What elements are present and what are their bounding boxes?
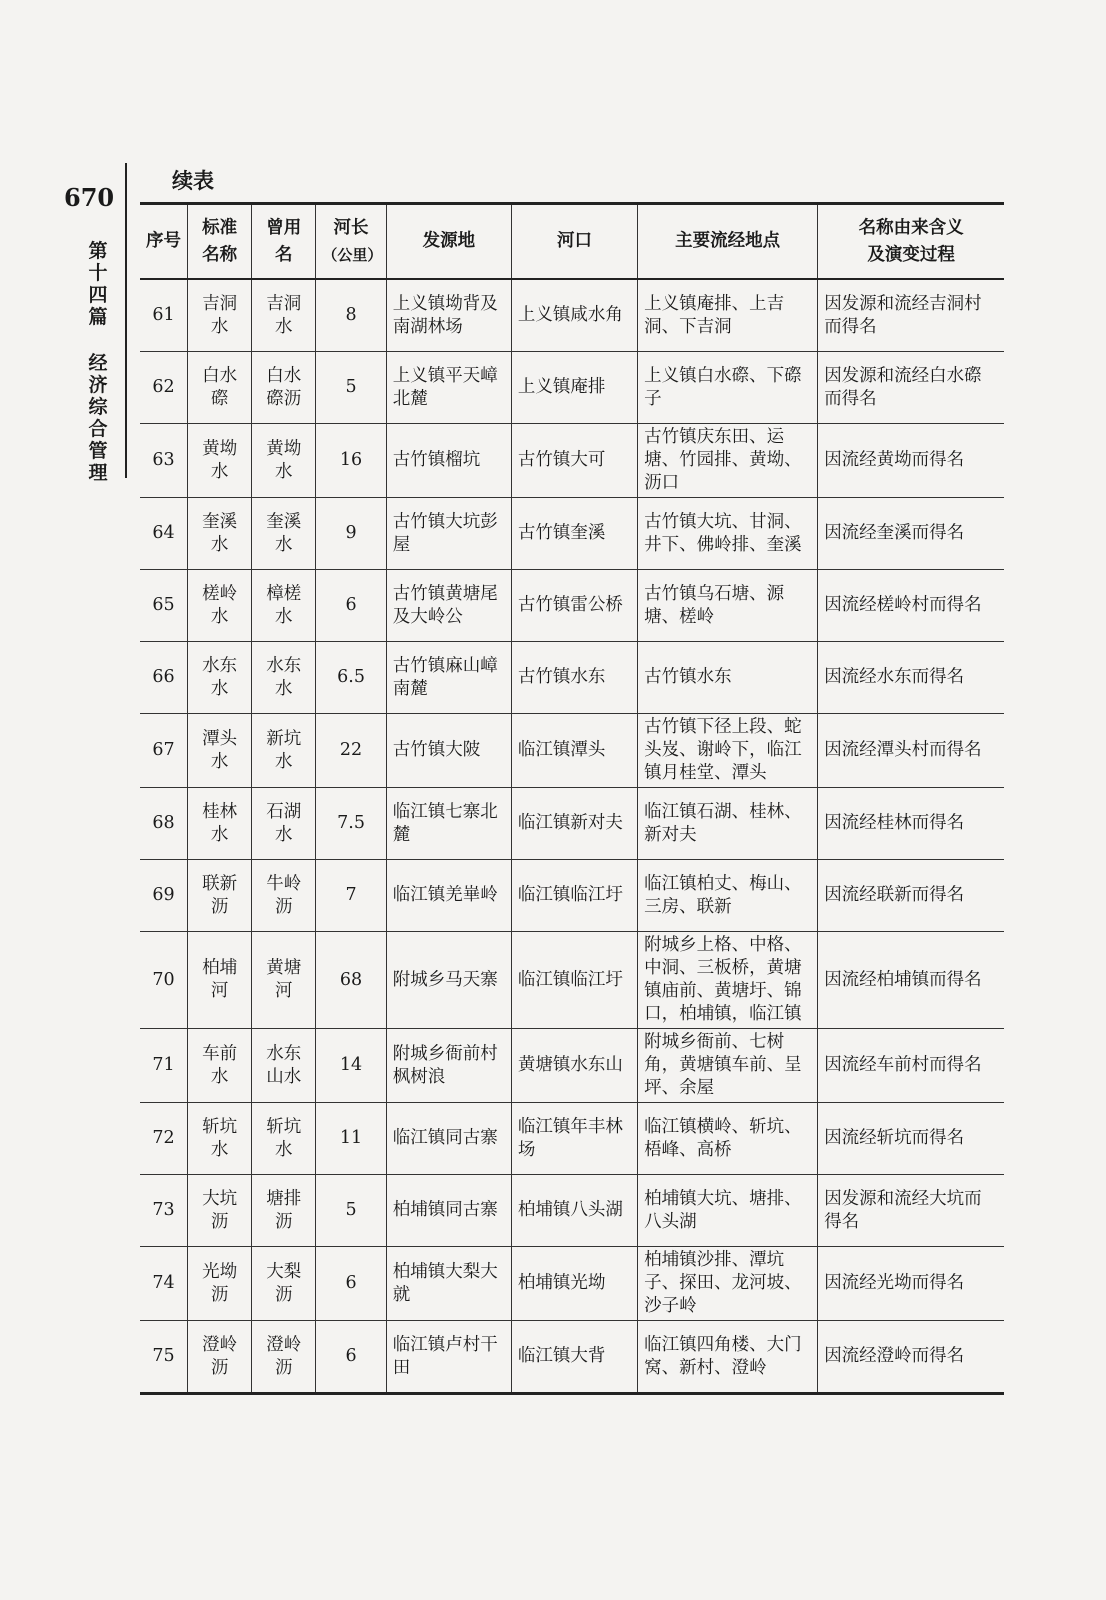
- rivers-table: [140, 202, 1004, 1395]
- table-row: [140, 570, 1004, 642]
- table-body: [140, 279, 1004, 1394]
- standard-name-cell: 联新沥: [188, 860, 252, 932]
- header-source: 发源地: [386, 204, 511, 280]
- river-length-cell: 5: [316, 1175, 386, 1247]
- source-location-cell: 临江镇羌崋岭: [386, 860, 511, 932]
- section-title: [86, 240, 110, 484]
- standard-name-cell: 车前水: [188, 1029, 252, 1103]
- table-row: [140, 642, 1004, 714]
- former-name-cell: 黄塘河: [252, 932, 316, 1029]
- table-row: [140, 498, 1004, 570]
- row-number-cell: 72: [140, 1103, 188, 1175]
- page-number: 670: [64, 183, 115, 212]
- river-length-cell: 68: [316, 932, 386, 1029]
- source-location-cell: 柏埔镇大梨大就: [386, 1247, 511, 1321]
- table-row: [140, 932, 1004, 1029]
- source-location-cell: 上义镇坳背及南湖林场: [386, 279, 511, 352]
- header-path: 主要流经地点: [638, 204, 818, 280]
- header-row: [140, 204, 1004, 280]
- river-mouth-cell: 临江镇潭头: [511, 714, 637, 788]
- name-origin-cell: 因流经黄坳而得名: [818, 424, 1004, 498]
- source-location-cell: 临江镇卢村干田: [386, 1321, 511, 1394]
- former-name-cell: 斩坑水: [252, 1103, 316, 1175]
- header-former: 曾用名: [252, 204, 316, 280]
- table-row: [140, 714, 1004, 788]
- river-mouth-cell: 黄塘镇水东山: [511, 1029, 637, 1103]
- header-origin: 名称由来含义 及演变过程: [818, 204, 1004, 280]
- standard-name-cell: 柏埔河: [188, 932, 252, 1029]
- margin-rule: [125, 163, 127, 478]
- former-name-cell: 水东山水: [252, 1029, 316, 1103]
- river-mouth-cell: 上义镇咸水角: [511, 279, 637, 352]
- standard-name-cell: 斩坑水: [188, 1103, 252, 1175]
- river-length-cell: 5: [316, 352, 386, 424]
- former-name-cell: 牛岭沥: [252, 860, 316, 932]
- standard-name-cell: 桂林水: [188, 788, 252, 860]
- standard-name-cell: 黄坳水: [188, 424, 252, 498]
- table-row: [140, 424, 1004, 498]
- row-number-cell: 69: [140, 860, 188, 932]
- river-length-cell: 16: [316, 424, 386, 498]
- row-number-cell: 70: [140, 932, 188, 1029]
- standard-name-cell: 潭头水: [188, 714, 252, 788]
- row-number-cell: 68: [140, 788, 188, 860]
- former-name-cell: 石湖水: [252, 788, 316, 860]
- section-name: 经济综合管理: [88, 352, 108, 484]
- standard-name-cell: 吉洞水: [188, 279, 252, 352]
- source-location-cell: 上义镇平天嶂北麓: [386, 352, 511, 424]
- name-origin-cell: 因流经柏埔镇而得名: [818, 932, 1004, 1029]
- river-mouth-cell: 上义镇庵排: [511, 352, 637, 424]
- header-mouth: 河口: [511, 204, 637, 280]
- table-row: [140, 860, 1004, 932]
- river-length-cell: 6.5: [316, 642, 386, 714]
- river-mouth-cell: 古竹镇水东: [511, 642, 637, 714]
- source-location-cell: 古竹镇黄塘尾及大岭公: [386, 570, 511, 642]
- river-mouth-cell: 古竹镇奎溪: [511, 498, 637, 570]
- header-length: 河长 （公里）: [316, 204, 386, 280]
- row-number-cell: 71: [140, 1029, 188, 1103]
- river-length-cell: 11: [316, 1103, 386, 1175]
- main-path-cell: 古竹镇大坑、甘洞、井下、佛岭排、奎溪: [638, 498, 818, 570]
- standard-name-cell: 槎岭水: [188, 570, 252, 642]
- river-mouth-cell: 临江镇大背: [511, 1321, 637, 1394]
- source-location-cell: 附城乡马天寨: [386, 932, 511, 1029]
- name-origin-cell: 因流经桂林而得名: [818, 788, 1004, 860]
- main-path-cell: 柏埔镇大坑、塘排、八头湖: [638, 1175, 818, 1247]
- former-name-cell: 樟槎水: [252, 570, 316, 642]
- row-number-cell: 62: [140, 352, 188, 424]
- source-location-cell: 古竹镇大陂: [386, 714, 511, 788]
- standard-name-cell: 光坳沥: [188, 1247, 252, 1321]
- row-number-cell: 75: [140, 1321, 188, 1394]
- table-row: [140, 1029, 1004, 1103]
- main-path-cell: 上义镇白水磜、下磜子: [638, 352, 818, 424]
- river-length-cell: 6: [316, 1321, 386, 1394]
- table-row: [140, 788, 1004, 860]
- table-caption: 续表: [172, 168, 214, 193]
- main-path-cell: 临江镇横岭、斩坑、梧峰、高桥: [638, 1103, 818, 1175]
- river-mouth-cell: 古竹镇大可: [511, 424, 637, 498]
- table-row: [140, 1321, 1004, 1394]
- row-number-cell: 61: [140, 279, 188, 352]
- main-path-cell: 附城乡上格、中格、中洞、三板桥，黄塘镇庙前、黄塘圩、锦口，柏埔镇，临江镇: [638, 932, 818, 1029]
- river-mouth-cell: 临江镇新对夫: [511, 788, 637, 860]
- former-name-cell: 水东水: [252, 642, 316, 714]
- name-origin-cell: 因流经联新而得名: [818, 860, 1004, 932]
- former-name-cell: 澄岭沥: [252, 1321, 316, 1394]
- river-length-cell: 22: [316, 714, 386, 788]
- source-location-cell: 临江镇同古寨: [386, 1103, 511, 1175]
- row-number-cell: 74: [140, 1247, 188, 1321]
- name-origin-cell: 因流经水东而得名: [818, 642, 1004, 714]
- river-mouth-cell: 古竹镇雷公桥: [511, 570, 637, 642]
- source-location-cell: 附城乡衙前村枫树浪: [386, 1029, 511, 1103]
- main-path-cell: 古竹镇下径上段、蛇头岌、谢岭下，临江镇月桂堂、潭头: [638, 714, 818, 788]
- source-location-cell: 古竹镇榴坑: [386, 424, 511, 498]
- row-number-cell: 73: [140, 1175, 188, 1247]
- standard-name-cell: 水东水: [188, 642, 252, 714]
- name-origin-cell: 因流经光坳而得名: [818, 1247, 1004, 1321]
- source-location-cell: 柏埔镇同古寨: [386, 1175, 511, 1247]
- river-mouth-cell: 临江镇临江圩: [511, 932, 637, 1029]
- main-path-cell: 附城乡衙前、七树角，黄塘镇车前、呈坪、余屋: [638, 1029, 818, 1103]
- river-length-cell: 8: [316, 279, 386, 352]
- main-path-cell: 临江镇柏丈、梅山、三房、联新: [638, 860, 818, 932]
- river-length-cell: 7: [316, 860, 386, 932]
- table-row: [140, 1247, 1004, 1321]
- row-number-cell: 63: [140, 424, 188, 498]
- main-path-cell: 古竹镇庆东田、运塘、竹园排、黄坳、沥口: [638, 424, 818, 498]
- former-name-cell: 塘排沥: [252, 1175, 316, 1247]
- main-path-cell: 上义镇庵排、上吉洞、下吉洞: [638, 279, 818, 352]
- source-location-cell: 临江镇七寨北麓: [386, 788, 511, 860]
- name-origin-cell: 因发源和流经白水磜而得名: [818, 352, 1004, 424]
- standard-name-cell: 大坑沥: [188, 1175, 252, 1247]
- table-header: [140, 204, 1004, 280]
- main-path-cell: 古竹镇乌石塘、源塘、槎岭: [638, 570, 818, 642]
- main-path-cell: 古竹镇水东: [638, 642, 818, 714]
- river-length-cell: 14: [316, 1029, 386, 1103]
- river-mouth-cell: 临江镇临江圩: [511, 860, 637, 932]
- former-name-cell: 白水磜沥: [252, 352, 316, 424]
- table-row: [140, 1175, 1004, 1247]
- river-mouth-cell: 临江镇年丰林场: [511, 1103, 637, 1175]
- former-name-cell: 奎溪水: [252, 498, 316, 570]
- table-row: [140, 352, 1004, 424]
- name-origin-cell: 因流经潭头村而得名: [818, 714, 1004, 788]
- name-origin-cell: 因发源和流经吉洞村而得名: [818, 279, 1004, 352]
- row-number-cell: 64: [140, 498, 188, 570]
- river-length-cell: 6: [316, 570, 386, 642]
- name-origin-cell: 因流经澄岭而得名: [818, 1321, 1004, 1394]
- table-row: [140, 279, 1004, 352]
- river-mouth-cell: 柏埔镇光坳: [511, 1247, 637, 1321]
- main-path-cell: 柏埔镇沙排、潭坑子、探田、龙河坡、沙子岭: [638, 1247, 818, 1321]
- standard-name-cell: 奎溪水: [188, 498, 252, 570]
- source-location-cell: 古竹镇大坑彭屋: [386, 498, 511, 570]
- name-origin-cell: 因流经槎岭村而得名: [818, 570, 1004, 642]
- former-name-cell: 黄坳水: [252, 424, 316, 498]
- name-origin-cell: 因发源和流经大坑而得名: [818, 1175, 1004, 1247]
- river-length-cell: 9: [316, 498, 386, 570]
- source-location-cell: 古竹镇麻山嶂南麓: [386, 642, 511, 714]
- former-name-cell: 吉洞水: [252, 279, 316, 352]
- row-number-cell: 65: [140, 570, 188, 642]
- standard-name-cell: 白水磜: [188, 352, 252, 424]
- river-mouth-cell: 柏埔镇八头湖: [511, 1175, 637, 1247]
- table-row: [140, 1103, 1004, 1175]
- header-name: 标准 名称: [188, 204, 252, 280]
- river-length-cell: 7.5: [316, 788, 386, 860]
- former-name-cell: 大梨沥: [252, 1247, 316, 1321]
- name-origin-cell: 因流经车前村而得名: [818, 1029, 1004, 1103]
- name-origin-cell: 因流经斩坑而得名: [818, 1103, 1004, 1175]
- standard-name-cell: 澄岭沥: [188, 1321, 252, 1394]
- section-part: 第十四篇: [88, 240, 108, 328]
- former-name-cell: 新坑水: [252, 714, 316, 788]
- main-path-cell: 临江镇四角楼、大门窝、新村、澄岭: [638, 1321, 818, 1394]
- river-length-cell: 6: [316, 1247, 386, 1321]
- header-num: 序号: [140, 204, 188, 280]
- name-origin-cell: 因流经奎溪而得名: [818, 498, 1004, 570]
- row-number-cell: 67: [140, 714, 188, 788]
- row-number-cell: 66: [140, 642, 188, 714]
- main-path-cell: 临江镇石湖、桂林、新对夫: [638, 788, 818, 860]
